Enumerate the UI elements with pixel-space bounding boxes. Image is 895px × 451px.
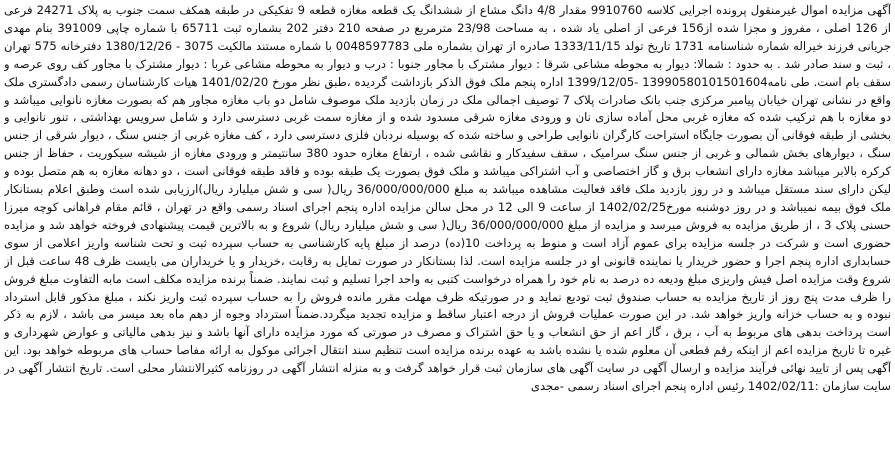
auction-notice-text: آگهی مزایده اموال غیرمنقول پرونده اجرایی کلاسه 9910760 مقدار 4/8 دانگ مشاع از ششدانگ یک قطعه مغازه قطعه 9 تفکیکی در طبقه همکف سمت جنوب به پلاک 24271 فرعی از 126 اصلی ، مفروز و مجزا شده از156 فرعی از اصلی یاد شده ، به مساحت 23/98 مترمربع در صفحه 210 دفتر 202 بشماره ثبت 65711 با شماره چاپی 391009 بنام مهدی جریانی فرزند خیراله شماره شناسنامه 1731 تاریخ تولد 1333/11/15 صادره از تهران بشماره ملی 0048597783 با شماره مستند مالکیت 3075 - 1380/12/26 دفترخانه 575 تهران ، ثبت و سند صادر شد . به حدود : شمالا: دیوار به محوطه مشاعی شرقا : دیوار مشترک با مجاور جنوبا : درب و دیوار به محوطه مشاعی غربا : دیوار مشترک با مجاور کف روی عرصه و سقف بام است. طی نامه13990580101501604 -1399/12/05 اداره پنجم ملک فوق الذکر بازداشت گردیده ،طبق نظر مورخ 1401/02/20 هیات کارشناسان رسمی دادگستری ملک واقع در نشانی تهران خیابان پیامبر مرکزی جنب بانک صادرات پلاک 7 توصیف اجمالی ملک در زمان بازدید ملک موصوف شامل دو باب مغازه مجاور هم که بصورت مغازه نانوایی میباشد و دو مغازه با هم ترکیب شده که مغازه غربی محل آماده سازی نان و ورودی مغازه شرقی مسدود شده و از مغازه سمت غربی دسترسی دارد و شامل سرویس بهداشتی ، تنور نانوایی و بخشی از طبقه فوقانی آن بصورت جایگاه استراحت کارگران نانوایی طراحی و ساخته شده که بوسیله نردبان فلزی دسترسی دارد ، کف مغازه غربی از جنس سنگ ، دیوار شرقی از جنس سنگ ، دیوارهای بخش شمالی و غربی از جنس سنگ سرامیک ، سقف سفیدکار و نقاشی شده ، ارتفاع مغازه حدود 380 سانتیمتر و ورودی مغازه از شیشه سیکوریت ، حفاظ از جنس کرکره بالابر میباشد مغازه دارای انشعاب برق و گاز اختصاصی و آب اشتراکی میباشد و ملک فوق بصورت یک طبقه بوده و فاقد طبقه فوقانی است ، دو دهانه مغازه به هم متصل بوده و لیکن دارای سند مستقل میباشد و در روز بازدید ملک فاقد فعالیت مشاهده میباشد به مبلغ 36/000/000/000 ریال( سی و شش میلیارد ریال)ارزیابی شده است وطبق اعلام بستانکار ملک فوق بیمه نمیباشد و در روز دوشنبه مورخ1402/02/25 از ساعت 9 الی 12 در محل سالن مزایده اداره پنجم اجرای اسناد رسمی واقع در تهران ، قائم مقام فراهانی کوچه میرزا حسنی پلاک 3 ، از طریق مزایده به فروش میرسد و مزایده از مبلغ 36/000/000/000 ریال( سی و شش میلیارد ریال) شروع و به بالاترین قیمت پیشنهادی فروخته خواهد شد و مزایده حضوری است و شرکت در جلسه مزایده برای عموم آزاد است و منوط به پرداخت 10(ده) درصد از مبلغ پایه کارشناسی به حساب سپرده ثبت و تحت شناسه واریز اعلامی از سوی حسابداری اداره پنجم اجرا و حضور خریدار یا نماینده قانونی او در جلسه مزایده است. لذا بستانکار در صورت تمایل به رقابت ،خریدار و یا خریداران می بایست ظرف 48 ساعت قبل از شروع وقت مزایده اصل فیش واریزی مبلغ ودیعه ده درصد به نام خود را همراه درخواست کتبی به واحد اجرا تسلیم و ثبت نمایند. ضمناً برنده مزایده مکلف است مابه التفاوت مبلغ فروش را ظرف مدت پنج روز از تاریخ مزایده به حساب صندوق ثبت تودیع نماید و در صورتیکه ظرف مهلت مقرر مانده فروش را به حساب سپرده ثبت واریز نکند ، مبلغ مذکور قابل استرداد نبوده و به حساب خزانه واریز خواهد شد. در این صورت عملیات فروش از درجه اعتبار ساقط و مزایده تجدید میگردد.ضمناً استرداد وجوه از دهم ماه بعد میسر می باشد ، لازم به ذکر است پرداخت بدهی های مربوط به آب ، برق ، گاز اعم از حق انشعاب و یا حق اشتراک و مصرف در صورتی که مورد مزایده دارای آنها باشد و نیز بدهی مالیاتی و عوارض شهرداری و غیره تا تاریخ مزایده اعم از اینکه رقم قطعی آن معلوم شده یا نشده باشد به عهده برنده مزایده است تنظیم سند انتقال اجرائی موکول به ارائه مفاصا حساب های مربوطه خواهد بود. این آگهی پس از تایید نهائی فرآیند مزایده و ارسال آگهی در سایت آگهی های سازمان ثبت قرار خواهد گرفت و به منزله انتشار آگهی در روزنامه کثیرالانتشار محلی است. تاریخ انتشار آگهی در سایت سازمان :1402/02/11 رئیس اداره پنجم اجرای اسناد رسمی -مجدی xyxy=(4,3,891,394)
